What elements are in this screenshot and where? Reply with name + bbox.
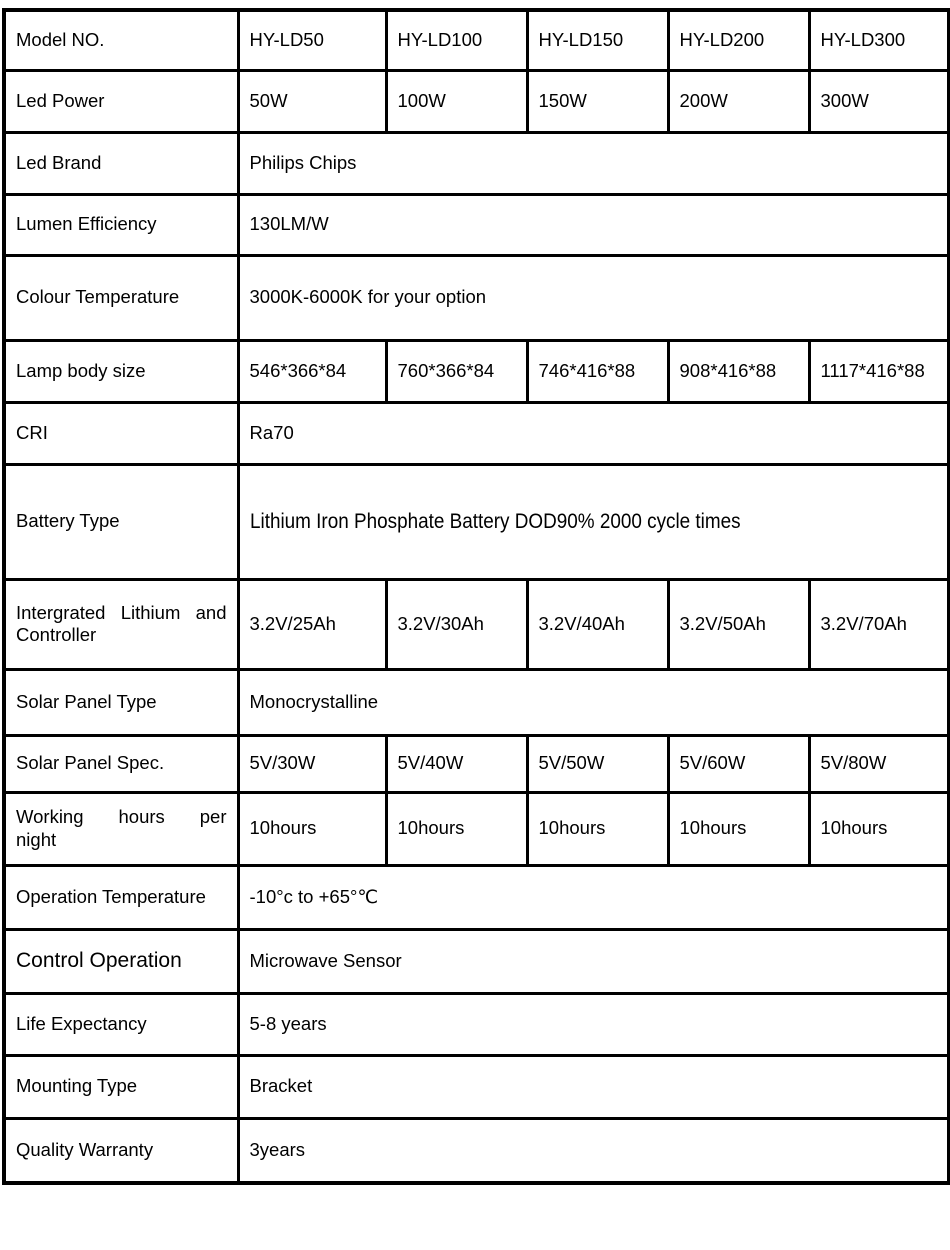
spec-value: HY-LD50 bbox=[238, 10, 386, 70]
spec-row-led-power bbox=[4, 70, 949, 132]
spec-row-operation-temperature bbox=[4, 865, 949, 929]
spec-value: 10hours bbox=[809, 792, 949, 865]
spec-row-lumen-efficiency bbox=[4, 194, 949, 255]
spec-value: 3.2V/25Ah bbox=[238, 579, 386, 669]
row-label: Model NO. bbox=[4, 10, 238, 70]
spec-row-model bbox=[4, 10, 949, 70]
spec-value: Bracket bbox=[238, 1055, 949, 1118]
spec-value: 546*366*84 bbox=[238, 340, 386, 402]
spec-row-solar-panel-spec bbox=[4, 735, 949, 792]
spec-value: 10hours bbox=[527, 792, 668, 865]
spec-value: 130LM/W bbox=[238, 194, 949, 255]
row-label: Colour Temperature bbox=[4, 255, 238, 340]
spec-value: 100W bbox=[386, 70, 527, 132]
spec-row-lamp-body-size bbox=[4, 340, 949, 402]
spec-value: 760*366*84 bbox=[386, 340, 527, 402]
spec-row-cri bbox=[4, 402, 949, 464]
spec-value: 10hours bbox=[238, 792, 386, 865]
spec-value: HY-LD100 bbox=[386, 10, 527, 70]
spec-value: 746*416*88 bbox=[527, 340, 668, 402]
spec-row-control-operation bbox=[4, 929, 949, 993]
spec-value: 200W bbox=[668, 70, 809, 132]
spec-value: 908*416*88 bbox=[668, 340, 809, 402]
spec-value: 150W bbox=[527, 70, 668, 132]
spec-row-working-hours bbox=[4, 792, 949, 865]
row-label: Lamp body size bbox=[4, 340, 238, 402]
spec-value: 3.2V/70Ah bbox=[809, 579, 949, 669]
row-label: Led Power bbox=[4, 70, 238, 132]
spec-value: 5V/30W bbox=[238, 735, 386, 792]
spec-value: 5V/40W bbox=[386, 735, 527, 792]
row-label: Led Brand bbox=[4, 132, 238, 194]
row-label: Control Operation bbox=[4, 929, 238, 993]
spec-value: 3years bbox=[238, 1118, 949, 1183]
row-label: Working hours per night bbox=[4, 792, 238, 865]
spec-value: 10hours bbox=[668, 792, 809, 865]
spec-value: 5V/80W bbox=[809, 735, 949, 792]
spec-value: 3.2V/40Ah bbox=[527, 579, 668, 669]
row-label: Quality Warranty bbox=[4, 1118, 238, 1183]
spec-row-quality-warranty bbox=[4, 1118, 949, 1183]
row-label: Intergrated Lithium and Controller bbox=[4, 579, 238, 669]
battery-type-text: Lithium Iron Phosphate Battery DOD90% 2000 cycle times bbox=[249, 509, 741, 533]
spec-value: Microwave Sensor bbox=[238, 929, 949, 993]
spec-value: 3.2V/30Ah bbox=[386, 579, 527, 669]
spec-value bbox=[238, 464, 949, 579]
spec-row-colour-temperature bbox=[4, 255, 949, 340]
spec-row-solar-panel-type bbox=[4, 669, 949, 735]
spec-row-integrated-lithium bbox=[4, 579, 949, 669]
spec-value: 50W bbox=[238, 70, 386, 132]
spec-value: -10°c to +65°℃ bbox=[238, 865, 949, 929]
spec-value: HY-LD300 bbox=[809, 10, 949, 70]
row-label: Lumen Efficiency bbox=[4, 194, 238, 255]
spec-row-battery-type bbox=[4, 464, 949, 579]
row-label: Battery Type bbox=[4, 464, 238, 579]
spec-value: 300W bbox=[809, 70, 949, 132]
spec-value: 3.2V/50Ah bbox=[668, 579, 809, 669]
spec-value: HY-LD150 bbox=[527, 10, 668, 70]
row-label: Solar Panel Type bbox=[4, 669, 238, 735]
spec-row-led-brand bbox=[4, 132, 949, 194]
spec-value: Ra70 bbox=[238, 402, 949, 464]
spec-value: 5V/60W bbox=[668, 735, 809, 792]
specification-table bbox=[2, 8, 950, 1185]
spec-value: Philips Chips bbox=[238, 132, 949, 194]
spec-value: 1117*416*88 bbox=[809, 340, 949, 402]
spec-value: 10hours bbox=[386, 792, 527, 865]
row-label: CRI bbox=[4, 402, 238, 464]
spec-row-mounting-type bbox=[4, 1055, 949, 1118]
row-label: Solar Panel Spec. bbox=[4, 735, 238, 792]
row-label: Life Expectancy bbox=[4, 993, 238, 1055]
spec-value: 5-8 years bbox=[238, 993, 949, 1055]
spec-value: 3000K-6000K for your option bbox=[238, 255, 949, 340]
spec-row-life-expectancy bbox=[4, 993, 949, 1055]
spec-value: Monocrystalline bbox=[238, 669, 949, 735]
row-label: Mounting Type bbox=[4, 1055, 238, 1118]
spec-value: HY-LD200 bbox=[668, 10, 809, 70]
spec-value: 5V/50W bbox=[527, 735, 668, 792]
row-label: Operation Temperature bbox=[4, 865, 238, 929]
